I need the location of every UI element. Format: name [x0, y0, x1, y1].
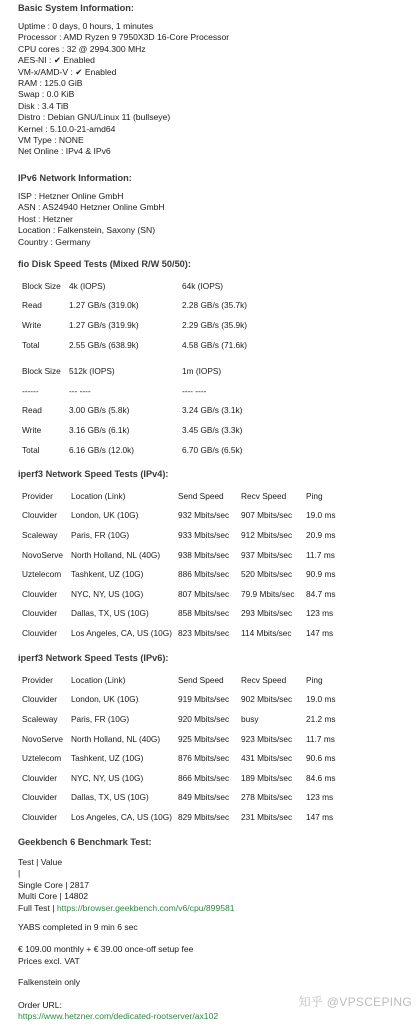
iperf-ipv4-title: iperf3 Network Speed Tests (IPv4): — [18, 469, 169, 479]
table-row — [18, 315, 282, 335]
table-cell: Recv Speed — [241, 674, 287, 685]
iperf-ipv4-section — [18, 468, 414, 643]
table-cell: 866 Mbits/sec — [178, 772, 230, 783]
geekbench-full-test — [18, 903, 414, 914]
table-cell: Paris, FR (10G) — [71, 529, 130, 540]
table-cell: 907 Mbits/sec — [241, 510, 293, 521]
table-row — [18, 690, 346, 710]
table-row — [18, 525, 346, 545]
table-cell: Clouvider — [22, 510, 58, 521]
vat-text: Prices excl. VAT — [18, 955, 80, 966]
ipv6-network-section — [18, 172, 414, 248]
table-cell: Clouvider — [22, 772, 58, 783]
table-cell: 925 Mbits/sec — [178, 733, 230, 744]
table-cell: 278 Mbits/sec — [241, 792, 293, 803]
table-cell: 2.55 GB/s (638.9k) — [69, 339, 139, 350]
network-info-line: ASN : AS24940 Hetzner Online GmbH — [18, 202, 165, 213]
table-cell: 189 Mbits/sec — [241, 772, 293, 783]
table-cell: Scaleway — [22, 529, 58, 540]
system-info-line: Swap : 0.0 KiB — [18, 89, 75, 100]
table-cell: 3.16 GB/s (6.1k) — [69, 424, 130, 435]
table-cell: Los Angeles, CA, US (10G) — [71, 627, 172, 638]
table-cell: 90.9 ms — [306, 569, 336, 580]
table-header-row — [18, 486, 346, 506]
table-cell: 932 Mbits/sec — [178, 510, 230, 521]
table-cell: 6.16 GB/s (12.0k) — [69, 444, 135, 455]
table-cell: 1m (IOPS) — [182, 366, 222, 377]
table-cell: 19.0 ms — [306, 694, 336, 705]
table-cell: 3.00 GB/s (5.8k) — [69, 405, 130, 416]
table-cell: --- ---- — [69, 385, 91, 396]
table-cell: 20.9 ms — [306, 529, 336, 540]
order-url-label: Order URL: — [18, 999, 62, 1010]
table-row — [18, 604, 346, 624]
system-info-line: VM-x/AMD-V : ✔ Enabled — [18, 66, 117, 77]
table-row — [18, 729, 346, 749]
table-cell: 6.70 GB/s (6.5k) — [182, 444, 243, 455]
table-header-row — [18, 670, 346, 690]
table-cell: Provider — [22, 490, 53, 501]
table-cell: 2.29 GB/s (35.9k) — [182, 319, 248, 330]
order-url-link[interactable]: https://www.hetzner.com/dedicated-rootserver/ax102 — [18, 1011, 219, 1022]
table-cell: 123 ms — [306, 608, 334, 619]
geekbench-full-test-label: Full Test | — [18, 902, 57, 913]
table-cell: London, UK (10G) — [71, 694, 139, 705]
table-cell: 849 Mbits/sec — [178, 792, 230, 803]
system-info-line: Uptime : 0 days, 0 hours, 1 minutes — [18, 21, 154, 31]
table-cell: 912 Mbits/sec — [241, 529, 293, 540]
geekbench-full-test-link[interactable]: https://browser.geekbench.com/v6/cpu/899581 — [56, 902, 235, 913]
table-row — [18, 296, 282, 316]
table-cell: Clouvider — [22, 694, 58, 705]
table-cell: 829 Mbits/sec — [178, 811, 230, 822]
table-cell: 231 Mbits/sec — [241, 811, 293, 822]
system-info-line: Processor : AMD Ryzen 9 7950X3D 16-Core Processor — [18, 32, 230, 43]
table-row — [18, 420, 282, 440]
zhihu-watermark: 知乎 @VPSCEPING — [298, 995, 412, 1009]
table-cell: 147 ms — [306, 627, 334, 638]
table-cell: 876 Mbits/sec — [178, 753, 230, 764]
table-cell: ------ — [22, 385, 39, 396]
iperf-ipv6-title: iperf3 Network Speed Tests (IPv6): — [18, 653, 169, 663]
network-info-line: Country : Germany — [18, 236, 91, 247]
iperf-ipv4-table — [18, 486, 346, 643]
table-cell: NovoServe — [22, 549, 64, 560]
table-cell: Location (Link) — [71, 674, 126, 685]
table-cell: ---- ---- — [182, 385, 207, 396]
table-header-row — [18, 361, 282, 381]
table-cell: 4k (IOPS) — [69, 280, 106, 291]
table-cell: Uztelecom — [22, 753, 62, 764]
geekbench-single-core: Single Core | 2817 — [18, 879, 90, 890]
table-cell: 920 Mbits/sec — [178, 713, 230, 724]
table-cell: 84.7 ms — [306, 588, 336, 599]
table-cell: 431 Mbits/sec — [241, 753, 293, 764]
system-info-line: Net Online : IPv4 & IPv6 — [18, 146, 111, 157]
table-cell: 2.28 GB/s (35.7k) — [182, 300, 248, 311]
table-cell: 886 Mbits/sec — [178, 569, 230, 580]
table-row — [18, 807, 346, 827]
ipv6-network-title: IPv6 Network Information: — [18, 173, 132, 183]
table-cell: NYC, NY, US (10G) — [71, 772, 144, 783]
table-cell: Ping — [306, 674, 323, 685]
system-info-line: Distro : Debian GNU/Linux 11 (bullseye) — [18, 112, 171, 123]
system-info-line: AES-NI : ✔ Enabled — [18, 55, 95, 66]
table-cell: 84.6 ms — [306, 772, 336, 783]
basic-system-title: Basic System Information: — [18, 3, 134, 13]
table-cell: North Holland, NL (40G) — [71, 733, 161, 744]
geekbench-title: Geekbench 6 Benchmark Test: — [18, 837, 152, 847]
table-row — [18, 506, 346, 526]
table-row — [18, 623, 346, 643]
iperf-ipv6-table — [18, 670, 346, 827]
table-cell: Location (Link) — [71, 490, 126, 501]
geekbench-separator: | — [18, 868, 21, 879]
table-cell: North Holland, NL (40G) — [71, 549, 161, 560]
table-cell: Clouvider — [22, 792, 58, 803]
table-cell: Clouvider — [22, 588, 58, 599]
table-row — [18, 381, 282, 401]
table-cell: 902 Mbits/sec — [241, 694, 293, 705]
table-cell: Tashkent, UZ (10G) — [71, 753, 144, 764]
table-cell: 937 Mbits/sec — [241, 549, 293, 560]
table-cell: Total — [22, 339, 40, 350]
table-cell: Send Speed — [178, 674, 224, 685]
table-cell: Block Size — [22, 280, 61, 291]
system-info-line: RAM : 125.0 GiB — [18, 78, 83, 89]
table-row — [18, 748, 346, 768]
table-cell: 520 Mbits/sec — [241, 569, 293, 580]
table-cell: 933 Mbits/sec — [178, 529, 230, 540]
table-cell: 147 ms — [306, 811, 334, 822]
table-cell: London, UK (10G) — [71, 510, 139, 521]
table-row — [18, 768, 346, 788]
table-cell: Paris, FR (10G) — [71, 713, 130, 724]
table-cell: Clouvider — [22, 811, 58, 822]
yabs-completed-text: YABS completed in 9 min 6 sec — [18, 922, 138, 932]
table-cell: 938 Mbits/sec — [178, 549, 230, 560]
table-cell: Uztelecom — [22, 569, 62, 580]
geekbench-section — [18, 836, 414, 914]
location-only-text: Falkenstein only — [18, 977, 81, 988]
table-cell: Tashkent, UZ (10G) — [71, 569, 144, 580]
table-cell: 123 ms — [306, 792, 334, 803]
table-cell: Write — [22, 319, 42, 330]
table-cell: 19.0 ms — [306, 510, 336, 521]
table-cell: 1.27 GB/s (319.9k) — [69, 319, 139, 330]
table-row — [18, 545, 346, 565]
table-cell: Los Angeles, CA, US (10G) — [71, 811, 172, 822]
table-cell: 11.7 ms — [306, 549, 335, 560]
table-cell: Write — [22, 424, 42, 435]
table-cell: Dallas, TX, US (10G) — [71, 792, 149, 803]
table-cell: 807 Mbits/sec — [178, 588, 230, 599]
table-cell: Provider — [22, 674, 53, 685]
table-cell: 923 Mbits/sec — [241, 733, 293, 744]
table-cell: Send Speed — [178, 490, 224, 501]
system-info-line: Kernel : 5.10.0-21-amd64 — [18, 123, 116, 134]
table-cell: 858 Mbits/sec — [178, 608, 230, 619]
fio-title: fio Disk Speed Tests (Mixed R/W 50/50): — [18, 259, 191, 269]
network-info-line: Host : Hetzner — [18, 213, 73, 224]
basic-system-lines — [18, 21, 414, 158]
table-cell: 512k (IOPS) — [69, 366, 115, 377]
table-cell: Read — [22, 300, 42, 311]
table-cell: 3.45 GB/s (3.3k) — [182, 424, 243, 435]
price-text: € 109.00 monthly + € 39.00 once-off setup fee — [18, 944, 194, 955]
system-info-line: VM Type : NONE — [18, 135, 84, 146]
table-cell: 21.2 ms — [306, 713, 336, 724]
table-cell: Ping — [306, 490, 323, 501]
system-info-line: CPU cores : 32 @ 2994.300 MHz — [18, 43, 146, 54]
system-info-line: Disk : 3.4 TiB — [18, 100, 69, 111]
table-cell: NYC, NY, US (10G) — [71, 588, 144, 599]
basic-system-section — [18, 2, 414, 158]
table-row — [18, 564, 346, 584]
geekbench-multi-core: Multi Core | 14802 — [18, 891, 89, 902]
table-row — [18, 709, 346, 729]
table-cell: 293 Mbits/sec — [241, 608, 293, 619]
table-cell: 823 Mbits/sec — [178, 627, 230, 638]
fio-table-large-blocks — [18, 361, 282, 459]
table-cell: 4.58 GB/s (71.6k) — [182, 339, 248, 350]
network-info-line: Location : Falkenstein, Saxony (SN) — [18, 225, 156, 236]
table-cell: Recv Speed — [241, 490, 287, 501]
network-info-line: ISP : Hetzner Online GmbH — [18, 191, 124, 201]
table-cell: 64k (IOPS) — [182, 280, 224, 291]
table-cell: 90.6 ms — [306, 753, 336, 764]
table-cell: 11.7 ms — [306, 733, 335, 744]
table-row — [18, 584, 346, 604]
table-cell: Dallas, TX, US (10G) — [71, 608, 149, 619]
table-cell: NovoServe — [22, 733, 64, 744]
table-cell: Clouvider — [22, 608, 58, 619]
table-cell: Block Size — [22, 366, 61, 377]
table-cell: 3.24 GB/s (3.1k) — [182, 405, 243, 416]
table-cell: 1.27 GB/s (319.0k) — [69, 300, 139, 311]
table-row — [18, 440, 282, 460]
table-cell: busy — [241, 713, 259, 724]
table-cell: 114 Mbits/sec — [241, 627, 292, 638]
fio-section — [18, 258, 414, 459]
iperf-ipv6-section — [18, 652, 414, 827]
table-row — [18, 335, 282, 355]
geekbench-header: Test | Value — [18, 857, 63, 867]
table-cell: 79.9 Mbits/sec — [241, 588, 295, 599]
table-cell: Clouvider — [22, 627, 58, 638]
fio-table-small-blocks — [18, 276, 282, 354]
table-header-row — [18, 276, 282, 296]
table-cell: Scaleway — [22, 713, 58, 724]
ipv6-network-lines — [18, 191, 414, 248]
table-cell: Read — [22, 405, 42, 416]
table-cell: Total — [22, 444, 40, 455]
table-row — [18, 401, 282, 421]
table-cell: 919 Mbits/sec — [178, 694, 230, 705]
table-row — [18, 788, 346, 808]
